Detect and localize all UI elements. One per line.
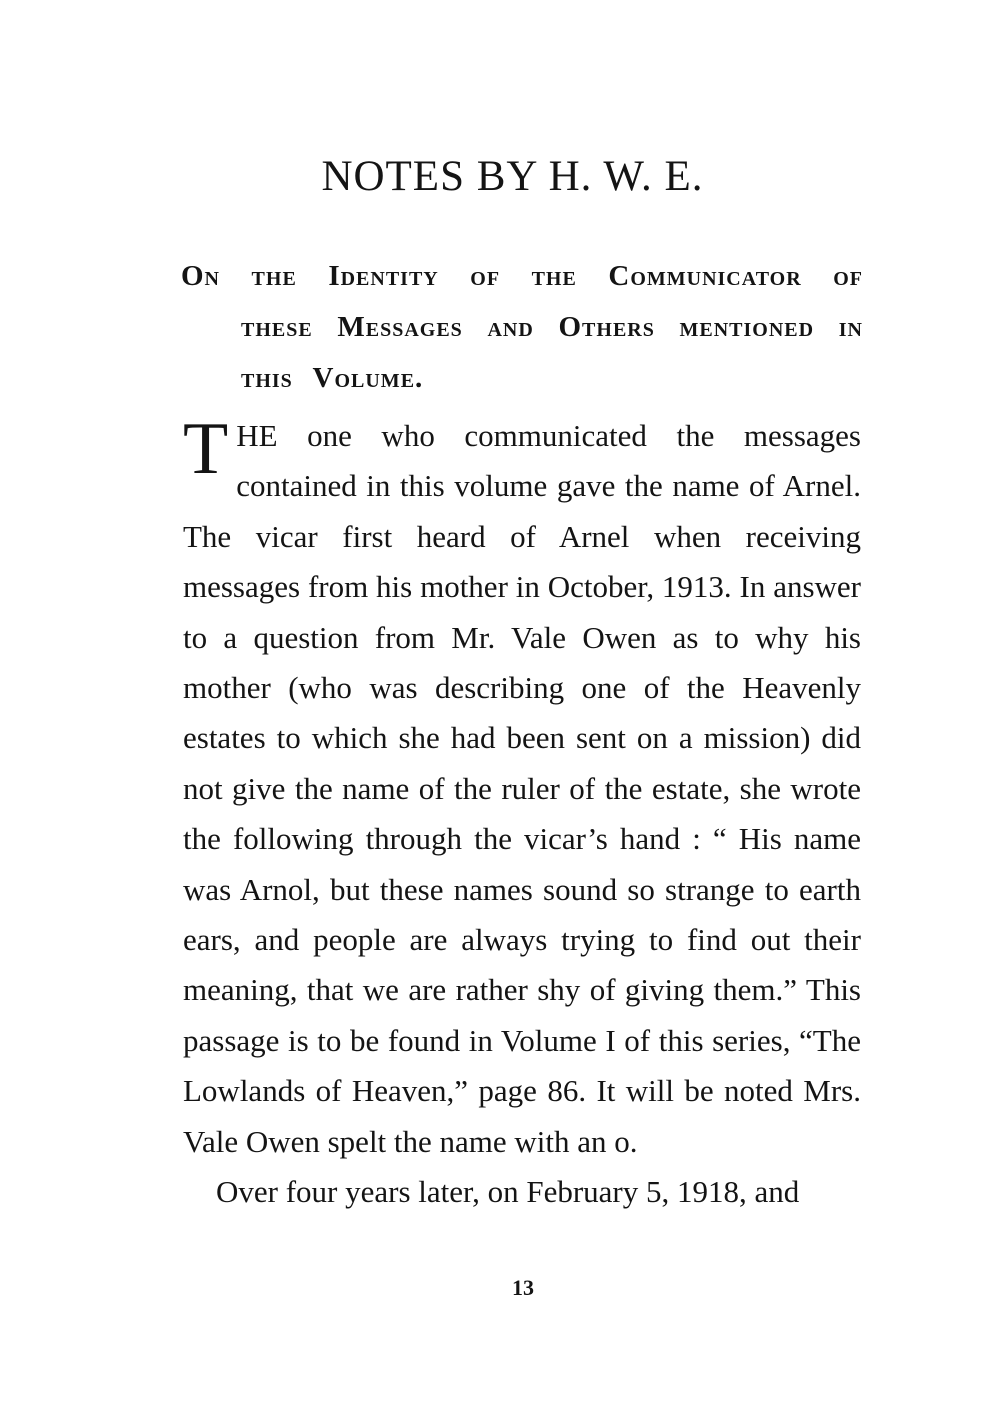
page-number: 13 bbox=[512, 1275, 534, 1300]
section-heading: On the Identity of the Communicator of these Messages and Others mentioned in this Volume. bbox=[181, 260, 863, 394]
body-text bbox=[183, 408, 861, 1218]
paragraph-2: Over four years later, on February 5, 1918, and bbox=[216, 1174, 800, 1210]
paragraph-1-text: HE one who communicated the messages contained in this volume gave the name of Arnel. The vicar first heard of Arnel when receiving messages from his mother in October, 1913. In answer to a question from Mr. Vale Owen as to why his mother (who was describing one of the Heavenly estates to which she had been sent on a mission) did not give the name of the ruler of the estate, she wrote the following through the vicar’s hand : “ His name was Arnol, but these names sound so strange to earth ears, and people are always trying to find out their meaning, that we are rather shy of giving them.” This passage is to be found in Volume I of this series, “The Lowlands of Heaven,” page 86. It will be noted Mrs. Vale Owen spelt the name with an o. bbox=[183, 418, 861, 1159]
page-title: NOTES BY H. W. E. bbox=[321, 153, 704, 200]
paragraph-1 bbox=[183, 408, 861, 1167]
drop-cap: T bbox=[183, 408, 229, 490]
